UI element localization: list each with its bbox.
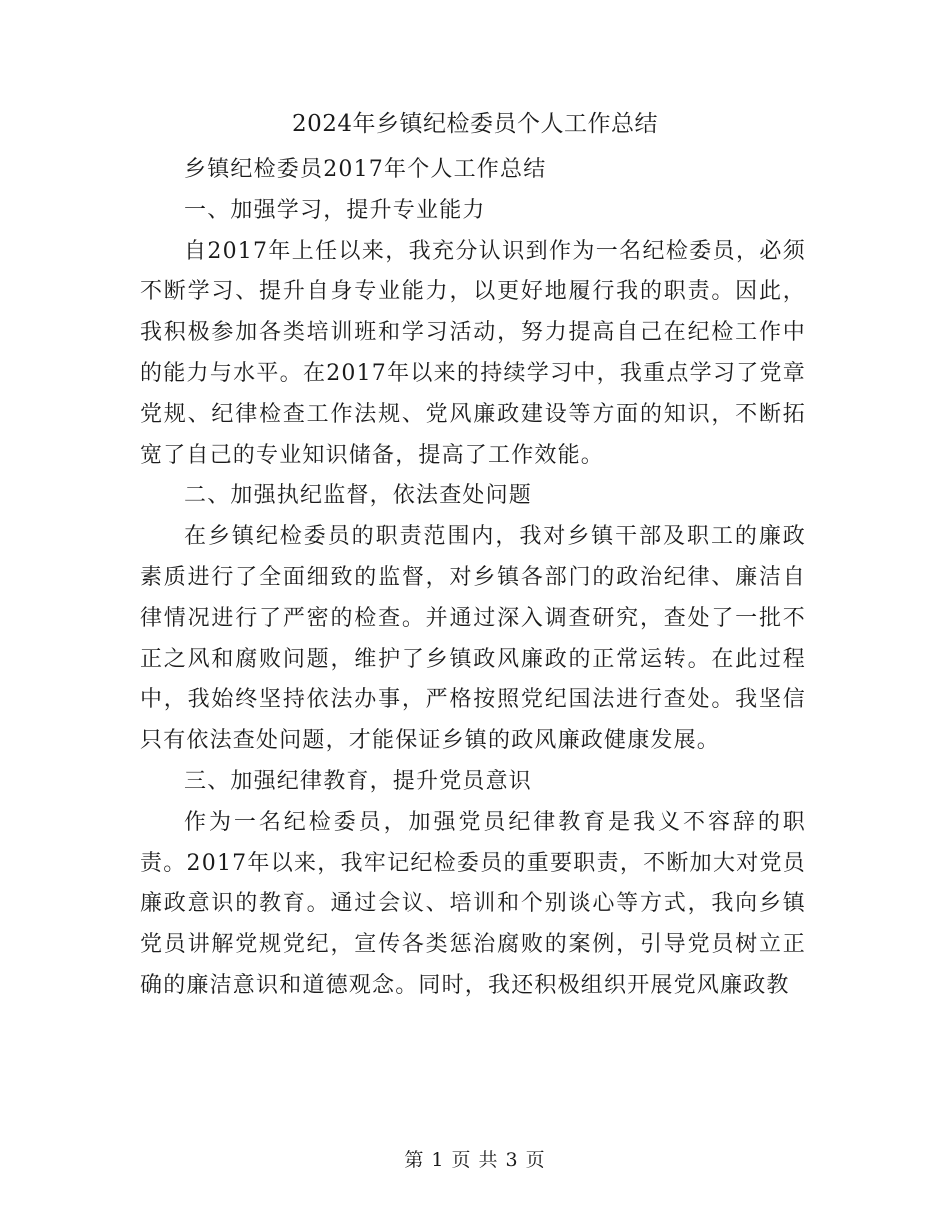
section-heading-1: 一、加强学习，提升专业能力 bbox=[184, 197, 486, 223]
page-number-footer: 第 1 页 共 3 页 bbox=[404, 1149, 546, 1171]
body-paragraph-2: 在乡镇纪检委员的职责范围内，我对乡镇干部及职工的廉政素质进行了全面细致的监督，对乡镇各部门的政治纪律、廉洁自律情况进行了严密的检查。并通过深入调查研究，查处了一批不正之风和腐败问题，维护了乡镇政风廉政的正常运转。在此过程中，我始终坚持依法办事，严格按照党纪国法进行查处。我坚信只有依法查处问题，才能保证乡镇的政风廉政健康发展。 bbox=[140, 524, 806, 754]
document-body bbox=[140, 150, 806, 1007]
document-title: 2024年乡镇纪检委员个人工作总结 bbox=[291, 111, 659, 137]
subtitle-paragraph: 乡镇纪检委员2017年个人工作总结 bbox=[184, 157, 547, 182]
body-paragraph-3: 作为一名纪检委员，加强党员纪律教育是我义不容辞的职责。2017年以来，我牢记纪检委员的重要职责，不断加大对党员廉政意识的教育。通过会议、培训和个别谈心等方式，我向乡镇党员讲解党规党纪，宣传各类惩治腐败的案例，引导党员树立正确的廉洁意识和道德观念。同时，我还积极组织开展党风廉政教 bbox=[140, 809, 806, 998]
section-heading-2: 二、加强执纪监督，依法查处问题 bbox=[184, 483, 533, 509]
section-heading-3: 三、加强纪律教育，提升党员意识 bbox=[184, 768, 533, 794]
body-paragraph-1: 自2017年上任以来，我充分认识到作为一名纪检委员，必须不断学习、提升自身专业能力，以更好地履行我的职责。因此，我积极参加各类培训班和学习活动，努力提高自己在纪检工作中的能力与水平。在2017年以来的持续学习中，我重点学习了党章党规、纪律检查工作法规、党风廉政建设等方面的知识，不断拓宽了自己的专业知识储备，提高了工作效能。 bbox=[140, 238, 806, 468]
